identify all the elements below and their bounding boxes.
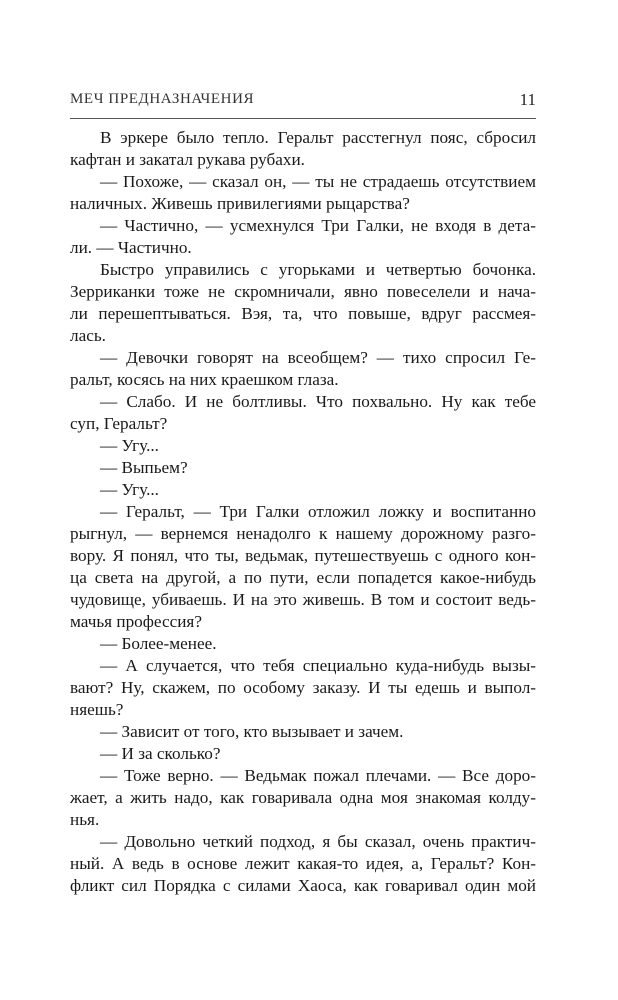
text-line: ли перешептываться. Вэя, та, что повыше, вдруг рассмея-	[70, 304, 536, 323]
text-line: — Выпьем?	[100, 458, 188, 477]
page-number: 11	[519, 90, 536, 109]
text-line: вают? Ну, скажем, по особому заказу. И ты едешь и выпол-	[70, 678, 536, 697]
page-header	[70, 91, 536, 113]
text-line: Быстро управились с угорьками и четвертью бочонка.	[100, 260, 536, 279]
text-line: — Угу...	[100, 480, 159, 499]
text-line: чудовище, убиваешь. И на это живешь. В том и состоит ведь-	[70, 590, 536, 609]
text-line: ный. А ведь в основе лежит какая-то идея, а, Геральт? Кон-	[70, 854, 536, 873]
text-line: суп, Геральт?	[70, 414, 168, 433]
text-line: — Похоже, — сказал он, — ты не страдаешь отсутствием	[100, 172, 536, 191]
text-line: — Частично, — усмехнулся Три Галки, не входя в дета-	[100, 216, 536, 235]
text-line: няешь?	[70, 700, 124, 719]
text-line: ли. — Частично.	[70, 238, 192, 257]
running-title: МЕЧ ПРЕДНАЗНАЧЕНИЯ	[70, 91, 255, 107]
text-line: лась.	[70, 326, 106, 345]
text-line: рыгнул, — вернемся ненадолго к нашему дорожному разго-	[70, 524, 536, 543]
text-line: — И за сколько?	[100, 744, 221, 763]
text-line: — Тоже верно. — Ведьмак пожал плечами. — Все доро-	[100, 766, 536, 785]
text-line: кафтан и закатал рукава рубахи.	[70, 150, 305, 169]
text-line: — Слабо. И не болтливы. Что похвально. Ну как тебе	[100, 392, 536, 411]
text-line: жает, а жить надо, как говаривала одна моя знакомая колду-	[70, 788, 536, 807]
text-line: — Зависит от того, кто вызывает и зачем.	[100, 722, 404, 741]
header-rule	[70, 118, 536, 119]
text-line: фликт сил Порядка с силами Хаоса, как говаривал один мой	[70, 876, 536, 895]
text-line: Зерриканки тоже не скромничали, явно повеселели и нача-	[70, 282, 536, 301]
text-line: ца света на другой, а по пути, если попадется какое-нибудь	[70, 568, 536, 587]
text-line: ральт, косясь на них краешком глаза.	[70, 370, 339, 389]
text-line: — Более-менее.	[100, 634, 217, 653]
text-line: — А случается, что тебя специально куда-нибудь вызы-	[100, 656, 536, 675]
text-line: — Довольно четкий подход, я бы сказал, очень практич-	[100, 832, 536, 851]
text-line: наличных. Живешь привилегиями рыцарства?	[70, 194, 410, 213]
text-line: — Девочки говорят на всеобщем? — тихо спросил Ге-	[100, 348, 536, 367]
body-text	[70, 127, 536, 897]
text-line: нья.	[70, 810, 100, 829]
text-line: — Угу...	[100, 436, 159, 455]
text-line: В эркере было тепло. Геральт расстегнул пояс, сбросил	[100, 128, 536, 147]
text-line: мачья профессия?	[70, 612, 202, 631]
text-line: вору. Я понял, что ты, ведьмак, путешествуешь с одного кон-	[70, 546, 536, 565]
text-line: — Геральт, — Три Галки отложил ложку и воспитанно	[100, 502, 536, 521]
